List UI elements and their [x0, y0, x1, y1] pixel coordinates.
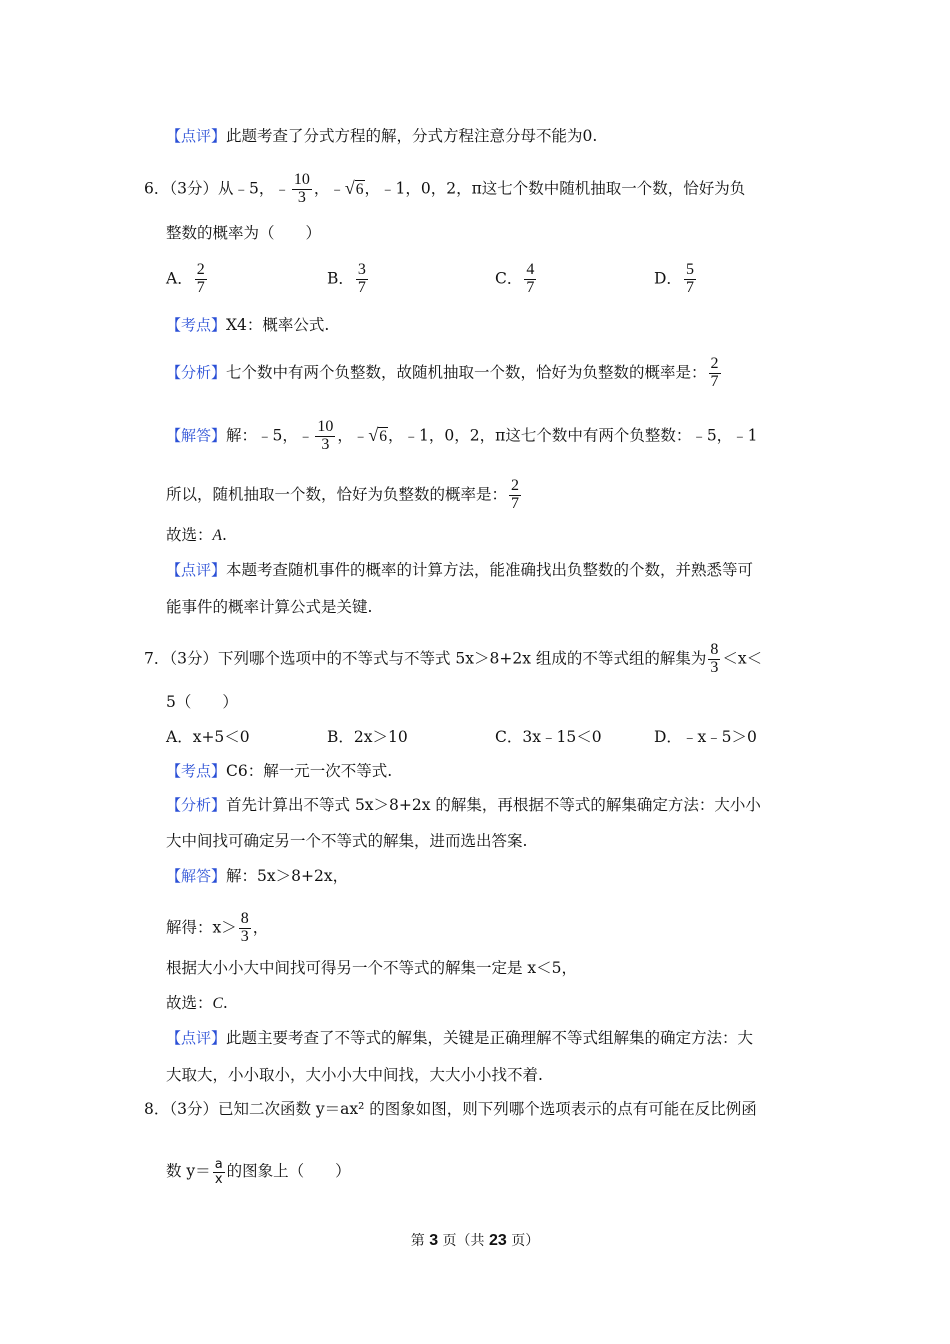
option-label: B． [327, 269, 354, 288]
q6-comment-line2: 能事件的概率计算公式是关键. [166, 598, 373, 616]
solution-text-tail: ，﹣1，0，2，π这七个数中有两个负整数：﹣5，﹣1 [388, 426, 758, 445]
option-label: A． [166, 728, 193, 746]
fraction-denominator: 7 [196, 278, 205, 296]
q6-choice: 故选：A. [166, 526, 227, 544]
fraction-numerator: 3 [357, 261, 366, 278]
separator: ，﹣ [337, 426, 369, 445]
fraction [292, 172, 312, 207]
fraction-numerator: 2 [196, 261, 205, 278]
analysis-text: 七个数中有两个负整数，故随机抽取一个数，恰好为负整数的概率是： [226, 363, 707, 382]
fraction-denominator: 3 [321, 435, 330, 453]
option-label: B． [327, 728, 354, 746]
solution-text: 解：﹣5，﹣ [226, 426, 314, 445]
comment-text: 本题考查随机事件的概率的计算方法，能准确找出负整数的个数，并熟悉等可 [226, 561, 754, 579]
footer-text: 第 [410, 1233, 430, 1249]
solution-tag: 【解答】 [166, 867, 227, 885]
fraction-denominator: x [214, 1171, 223, 1187]
fraction [524, 262, 536, 297]
fraction-numerator: 2 [511, 477, 520, 494]
option-c[interactable] [495, 262, 538, 297]
choice-text: 故选： [166, 526, 213, 544]
solution-text: 解：5x＞8+2x， [226, 867, 349, 885]
fraction-numerator: 10 [317, 418, 334, 435]
sqrt-expression [345, 178, 365, 200]
q6-therefore [166, 478, 523, 513]
option-label: C． [495, 728, 523, 746]
q7-exam-point [166, 761, 392, 781]
q8-stem-tail: 的图象上（ ） [226, 1162, 351, 1181]
solution-tag: 【解答】 [166, 426, 227, 445]
q8-stem-line2 [166, 1158, 351, 1186]
q7-comment [166, 1028, 753, 1048]
page-number: 3 [429, 1232, 439, 1249]
q7-analysis [166, 795, 761, 815]
fraction [356, 262, 368, 297]
fraction [709, 356, 721, 391]
q6-solution [166, 419, 758, 454]
fraction-denominator: 3 [710, 658, 719, 676]
fraction-numerator: 4 [526, 261, 535, 278]
fraction-numerator: a [214, 1157, 223, 1172]
q7-stem-tail: ＜x＜ [722, 649, 763, 668]
solve-text: 解得：x＞ [166, 918, 237, 937]
q5-comment-text: 此题考查了分式方程的解，分式方程注意分母不能为0. [226, 127, 598, 145]
analysis-text: 首先计算出不等式 5x＞8+2x 的解集，再根据不等式的解集确定方法：大小小 [226, 796, 761, 814]
option-text: 2x＞10 [353, 728, 408, 746]
q6-exam-point [166, 315, 329, 335]
option-text: x+5＜0 [192, 728, 250, 746]
q7-choice: 故选：C. [166, 994, 228, 1012]
option-b[interactable] [327, 262, 370, 297]
option-a[interactable] [166, 262, 209, 297]
fraction-denominator: 7 [357, 278, 366, 296]
fraction-numerator: 5 [685, 261, 694, 278]
comment-tag: 【点评】 [166, 561, 227, 579]
exam-point-tag: 【考点】 [166, 316, 227, 334]
option-a[interactable] [166, 727, 250, 747]
comment-text: 此题主要考查了不等式的解集，关键是正确理解不等式组解集的确定方法：大 [226, 1029, 754, 1047]
radical-sign: √ [368, 425, 379, 446]
fraction [213, 1158, 225, 1186]
option-text: 3x﹣15＜0 [522, 728, 602, 746]
footer-text: 页（共 [438, 1233, 489, 1249]
analysis-tag: 【分析】 [166, 796, 227, 814]
q7-stem-line2: 5（ ） [166, 693, 238, 711]
q6-stem [144, 172, 745, 207]
fraction-numerator: 8 [710, 641, 719, 658]
fraction-numerator: 10 [293, 171, 310, 188]
fraction [195, 262, 207, 297]
fraction [315, 419, 335, 454]
choice-text: 故选： [166, 994, 213, 1012]
radicand: 6 [355, 181, 364, 199]
fraction [684, 262, 696, 297]
comment-tag: 【点评】 [166, 127, 227, 145]
answer-letter: C [212, 995, 223, 1012]
fraction-denominator: 7 [526, 278, 535, 296]
q5-comment [166, 126, 597, 146]
separator: ， [252, 918, 269, 937]
page-total: 23 [489, 1232, 507, 1249]
fraction-denominator: 7 [710, 372, 719, 390]
fraction [239, 911, 251, 946]
q7-stem-text: 7．（3分）下列哪个选项中的不等式与不等式 5x＞8+2x 组成的不等式组的解集为 [144, 649, 707, 668]
option-d[interactable] [654, 727, 757, 747]
q6-stem-tail: ，﹣1，0，2，π这七个数中随机抽取一个数，恰好为负 [364, 179, 746, 198]
radical-sign: √ [344, 178, 355, 199]
option-label: D． [654, 269, 682, 288]
q6-stem-line2: 整数的概率为（ ） [166, 224, 322, 242]
option-label: C． [495, 269, 523, 288]
fraction-denominator: 3 [297, 188, 306, 206]
page-footer [0, 1230, 950, 1250]
fraction-denominator: 7 [511, 494, 520, 512]
sqrt-expression [368, 425, 388, 447]
q8-stem: 8．（3分）已知二次函数 y＝ax² 的图象如图，则下列哪个选项表示的点有可能在反比例函 [144, 1100, 757, 1118]
q7-reasoning: 根据大小小大中间找可得另一个不等式的解集一定是 x＜5， [166, 959, 578, 977]
q6-comment [166, 560, 753, 580]
fraction-denominator: 7 [685, 278, 694, 296]
q7-comment-line2: 大取大，小小取小，大小小大中间找，大大小小找不着. [166, 1066, 543, 1084]
option-label: A． [166, 269, 193, 288]
q6-number: 6．（3分）从﹣5，﹣ [144, 179, 290, 198]
q8-stem-text: 数 y＝ [166, 1162, 211, 1181]
separator: ，﹣ [313, 179, 345, 198]
option-b[interactable] [327, 727, 408, 747]
footer-text: 页） [506, 1233, 540, 1249]
exam-point-text: X4：概率公式. [226, 316, 330, 334]
q7-solve-result [166, 911, 268, 946]
comment-tag: 【点评】 [166, 1029, 227, 1047]
fraction-numerator: 8 [240, 910, 249, 927]
therefore-text: 所以，随机抽取一个数，恰好为负整数的概率是： [166, 485, 508, 504]
exam-point-tag: 【考点】 [166, 762, 227, 780]
q7-analysis-line2: 大中间找可确定另一个不等式的解集，进而选出答案. [166, 832, 528, 850]
exam-point-text: C6：解一元一次不等式. [226, 762, 393, 780]
fraction-denominator: 3 [240, 927, 249, 945]
q7-stem [144, 642, 762, 677]
radicand: 6 [379, 428, 388, 446]
option-c[interactable] [495, 727, 602, 747]
answer-letter: A [212, 527, 222, 544]
fraction [708, 642, 720, 677]
option-text: ﹣x﹣5＞0 [681, 728, 757, 746]
q7-solution [166, 866, 348, 886]
option-d[interactable] [654, 262, 698, 297]
analysis-tag: 【分析】 [166, 363, 227, 382]
fraction-numerator: 2 [710, 355, 719, 372]
fraction [509, 478, 521, 513]
q6-analysis [166, 356, 723, 391]
option-label: D． [654, 728, 682, 746]
